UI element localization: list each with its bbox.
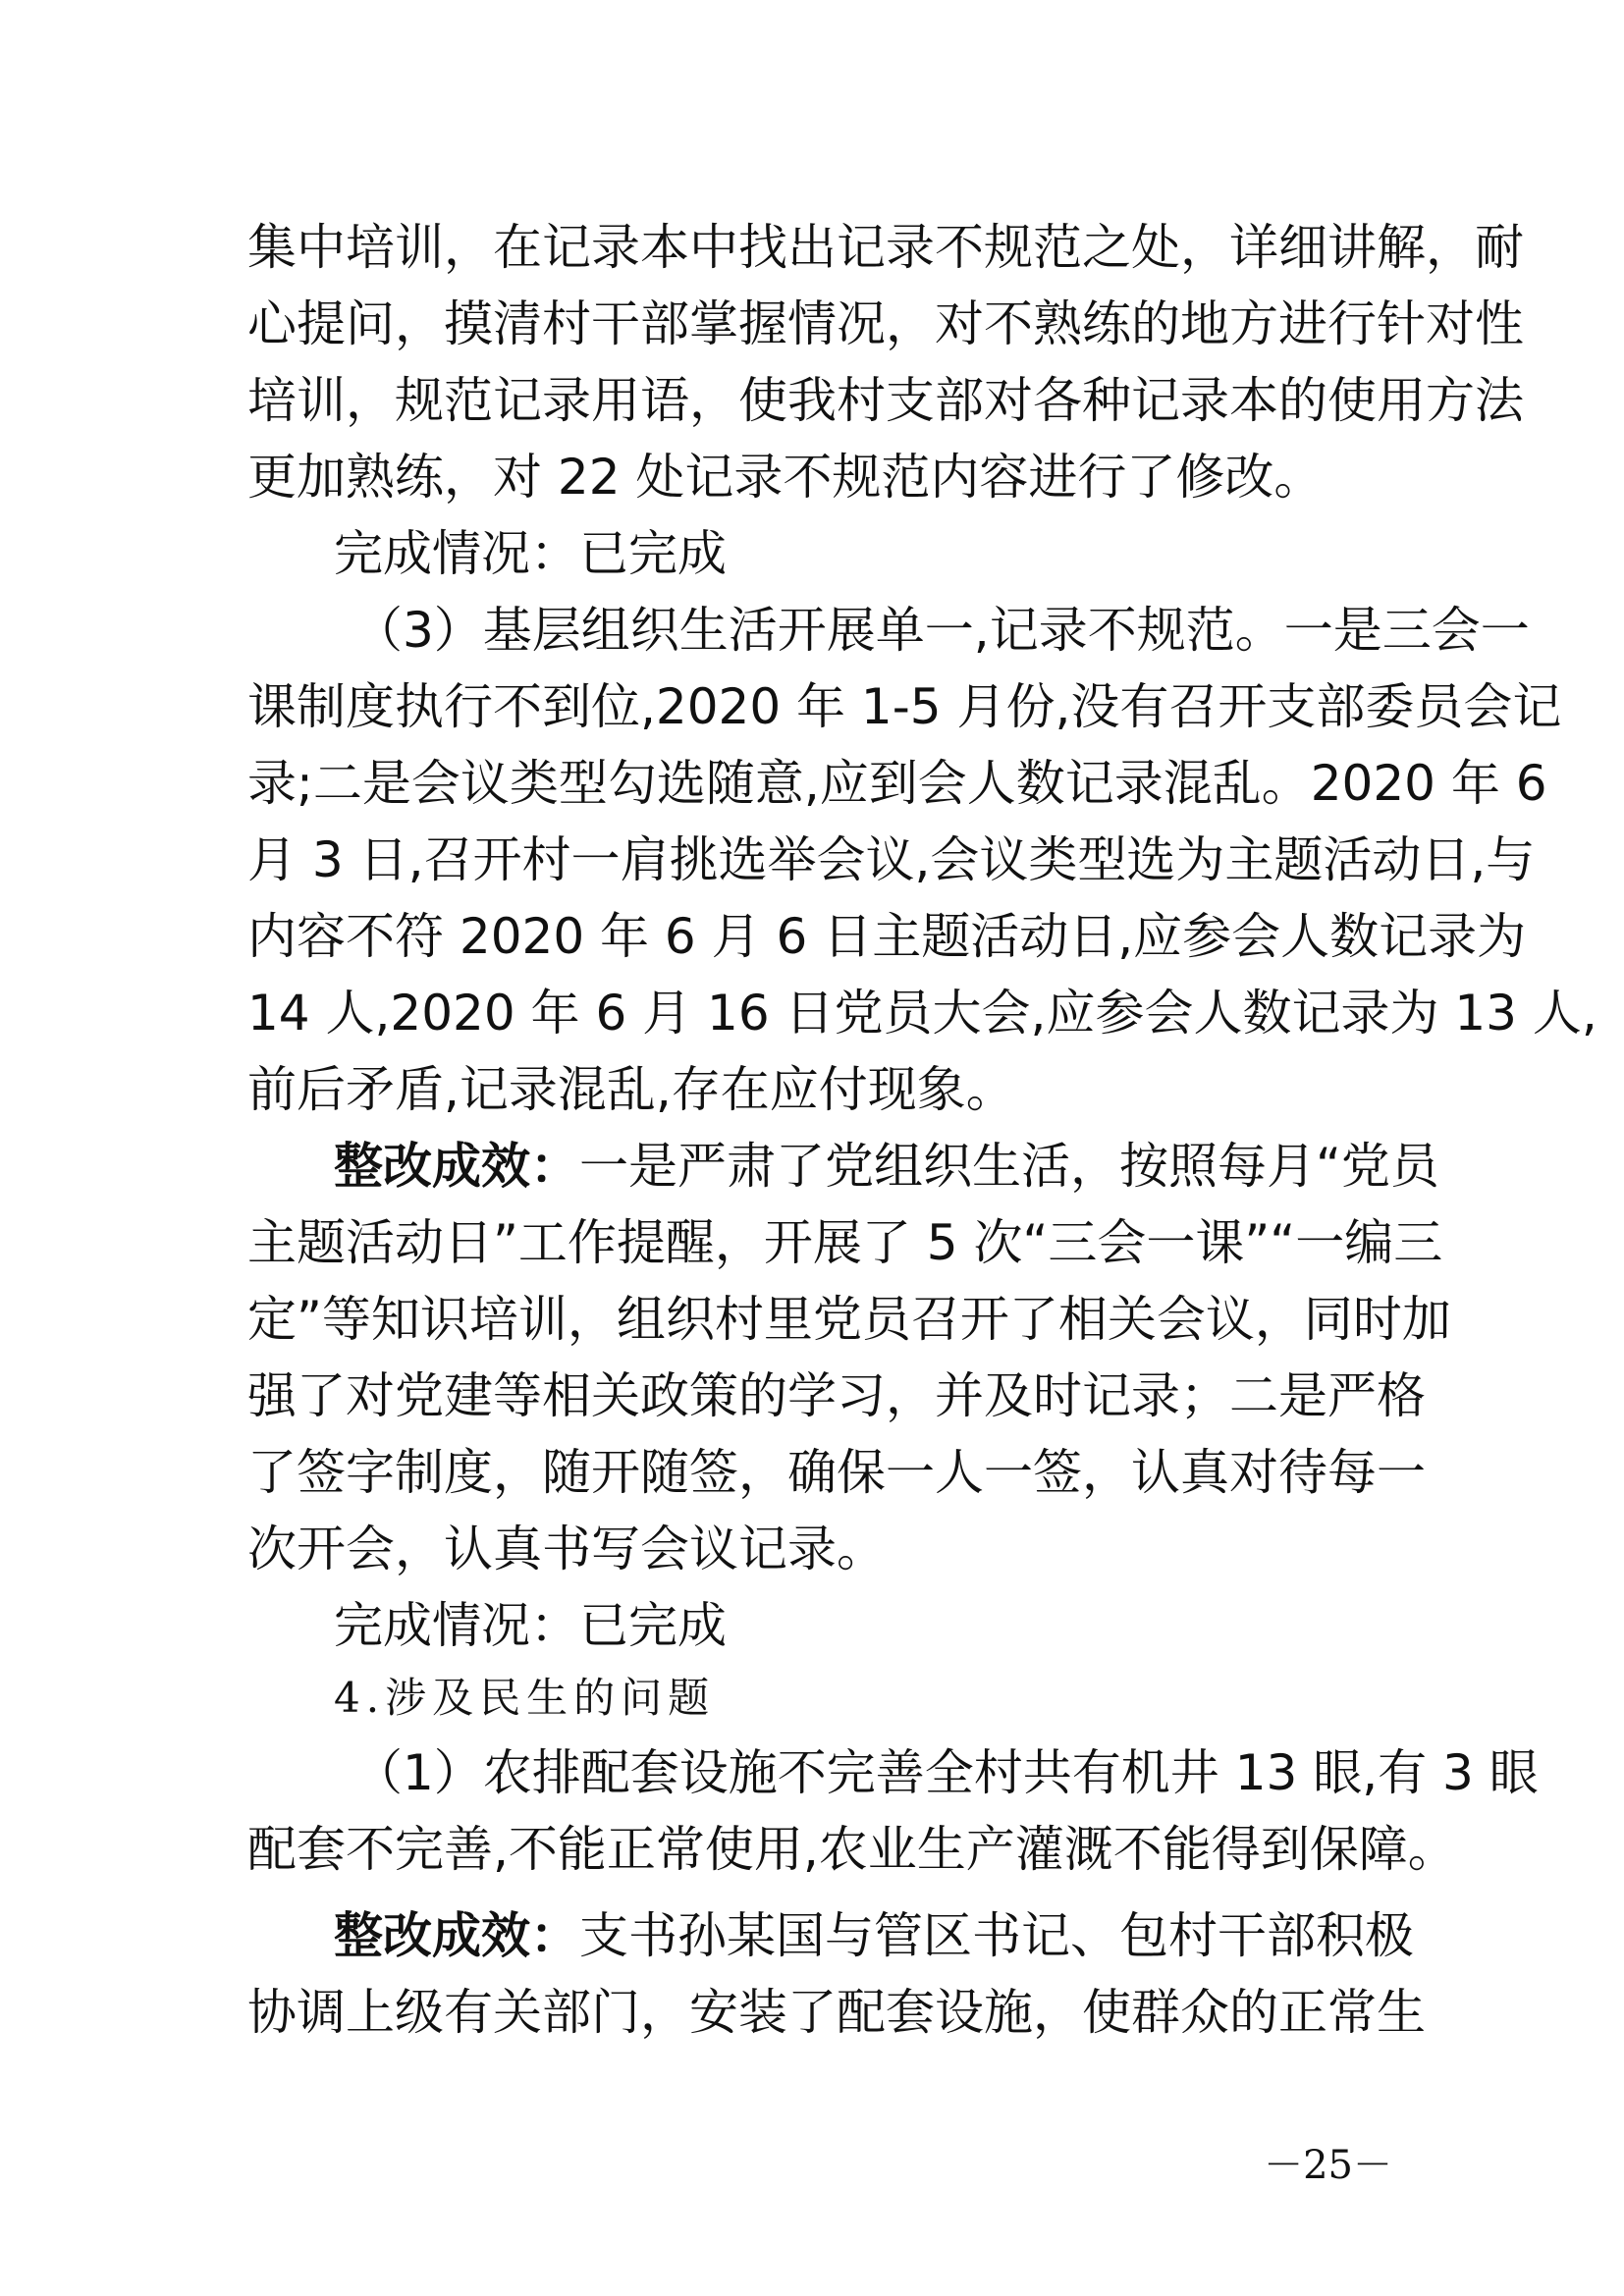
paragraph-line: 主题活动日”工作提醒，开展了 5 次“三会一课”“一编三: [247, 1214, 1443, 1271]
section-heading-3: （3）基层组织生活开展单一,记录不规范。一是三会一: [353, 602, 1530, 659]
paragraph-line: 14 人,2020 年 6 月 16 日党员大会,应参会人数记录为 13 人,: [247, 985, 1597, 1041]
paragraph-line: 内容不符 2020 年 6 月 6 日主题活动日,应参会人数记录为: [247, 908, 1527, 965]
paragraph-line: 强了对党建等相关政策的学习，并及时记录；二是严格: [247, 1367, 1426, 1424]
completion-status: 完成情况：已完成: [334, 1597, 727, 1654]
paragraph-line: 协调上级有关部门，安装了配套设施，使群众的正常生: [247, 1984, 1426, 2041]
section-heading-4: 4.涉及民生的问题: [334, 1674, 716, 1722]
section-heading-1: （1）农排配套设施不完善全村共有机井 13 眼,有 3 眼: [353, 1744, 1539, 1801]
page-number: －25－: [1264, 2143, 1392, 2188]
paragraph-line: 课制度执行不到位,2020 年 1-5 月份,没有召开支部委员会记: [247, 678, 1562, 735]
paragraph-line: 录;二是会议类型勾选随意,应到会人数记录混乱。2020 年 6: [247, 755, 1547, 812]
rectification-effect-label: 整改成效：: [334, 1138, 579, 1195]
paragraph-line: 集中培训，在记录本中找出记录不规范之处，详细讲解，耐: [247, 219, 1524, 276]
rectification-effect-paragraph: [334, 1137, 1439, 1196]
completion-status: 完成情况：已完成: [334, 525, 727, 582]
paragraph-line: 配套不完善,不能正常使用,农业生产灌溉不能得到保障。: [247, 1821, 1457, 1878]
paragraph-line: 定”等知识培训，组织村里党员召开了相关会议，同时加: [247, 1291, 1451, 1348]
paragraph-line: 心提问，摸清村干部掌握情况，对不熟练的地方进行针对性: [247, 295, 1524, 352]
paragraph-line: 培训，规范记录用语，使我村支部对各种记录本的使用方法: [247, 372, 1524, 429]
paragraph-line: 月 3 日,召开村一肩挑选举会议,会议类型选为主题活动日,与: [247, 831, 1536, 888]
rectification-effect-label: 整改成效：: [334, 1907, 579, 1964]
paragraph-line: 更加熟练，对 22 处记录不规范内容进行了修改。: [247, 449, 1324, 506]
paragraph-line: 次开会，认真书写会议记录。: [247, 1521, 886, 1577]
paragraph-line: 前后矛盾,记录混乱,存在应付现象。: [247, 1061, 1015, 1118]
rectification-effect-paragraph: [334, 1906, 1414, 1965]
paragraph-line: 了签字制度，随开随签，确保一人一签，认真对待每一: [247, 1444, 1426, 1501]
paragraph-text: 一是严肃了党组织生活，按照每月“党员: [579, 1138, 1439, 1195]
paragraph-text: 支书孙某国与管区书记、包村干部积极: [579, 1907, 1414, 1964]
